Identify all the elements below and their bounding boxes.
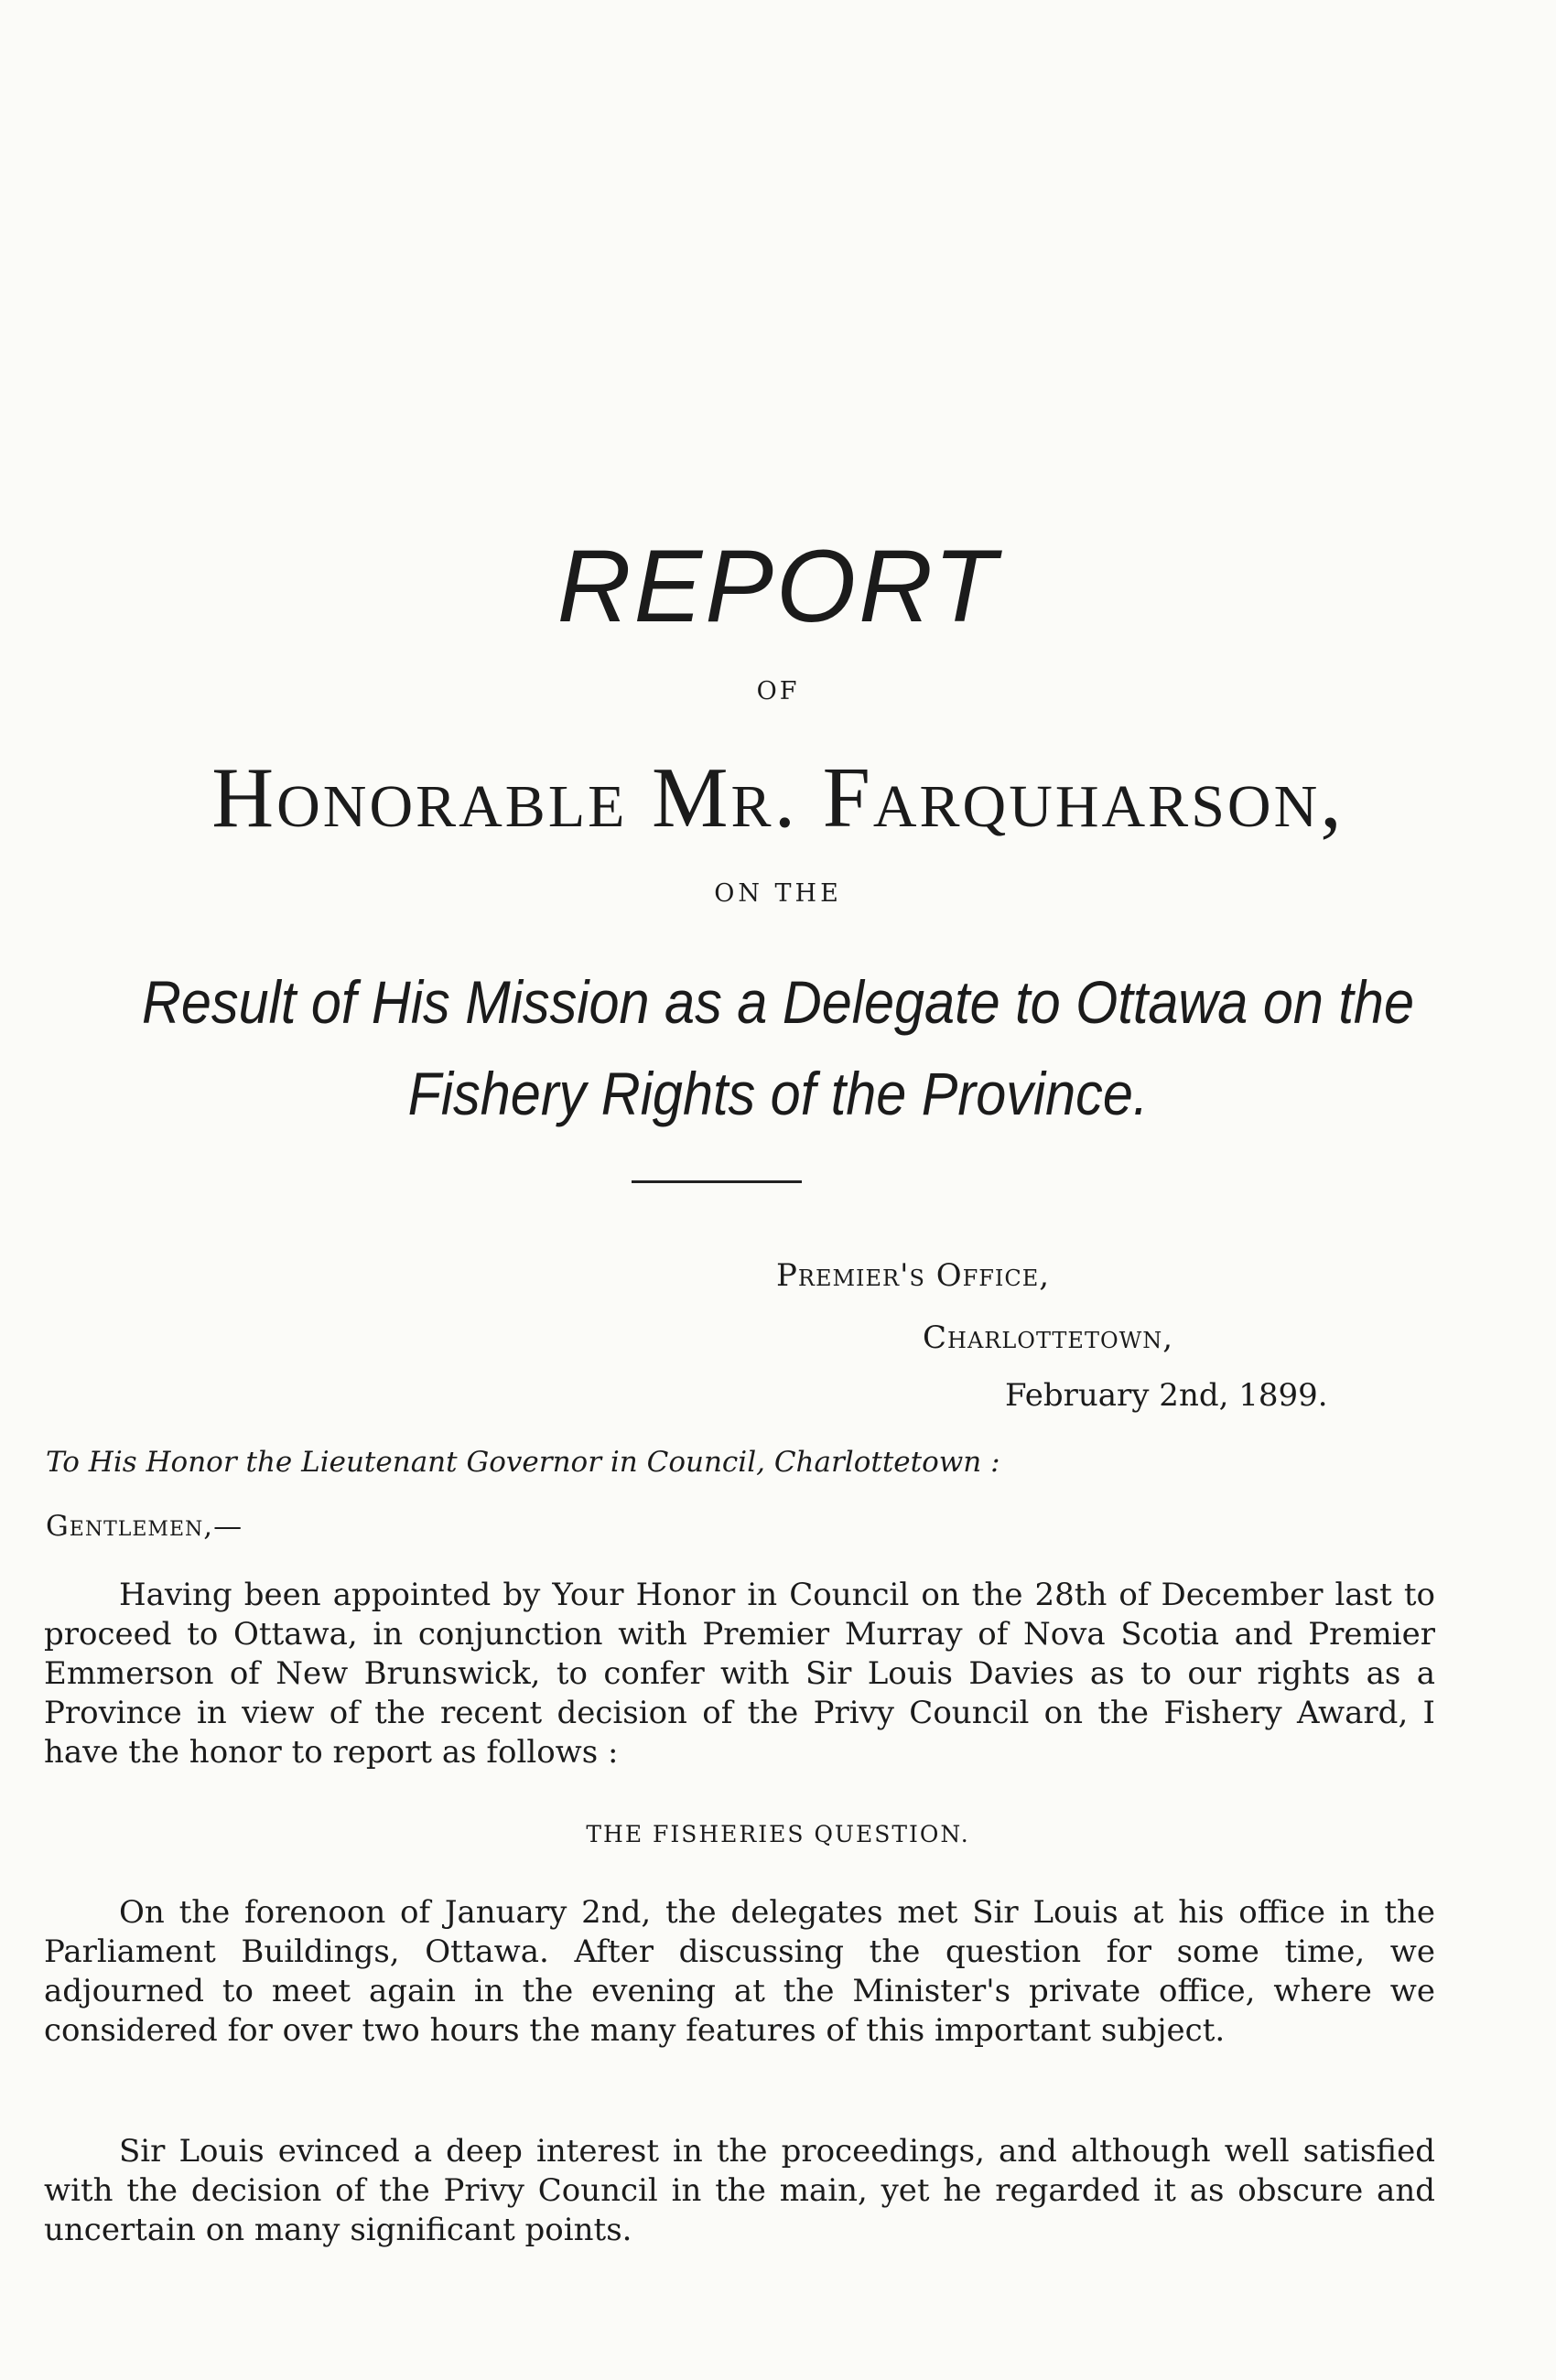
on-the-label: ON THE: [714, 879, 842, 908]
subtitle-line-1: Result of His Mission as a Delegate to Ottawa on the: [142, 968, 1414, 1036]
paragraph-2: On the forenoon of January 2nd, the delegates met Sir Louis at his office in the Parliament Buildings, Ottawa. After discussing the question for some time, we adjourned to meet again in the evening at the Minister's private office, where we considered for over two hours the many features of this important subject.: [44, 1894, 1435, 2049]
dateline-place: Charlottetown,: [923, 1319, 1174, 1356]
salutation: Gentlemen,—: [46, 1510, 243, 1543]
subtitle-line-2: Fishery Rights of the Province.: [407, 1060, 1149, 1127]
title-of: OF: [756, 677, 800, 705]
address-line: To His Honor the Lieutenant Governor in Council, Charlottetown :: [46, 1446, 1000, 1479]
report-subtitle: [78, 956, 1478, 1139]
title-divider: [632, 1180, 802, 1183]
author-name: Honorable Mr. Farquharson,: [211, 750, 1345, 845]
section-heading: THE FISHERIES QUESTION.: [586, 1821, 970, 1847]
paragraph-3: Sir Louis evinced a deep interest in the proceedings, and although well satisfied with the decision of the Privy Council in the main, yet he regarded it as obscure and uncertain on many significant points.: [44, 2133, 1435, 2248]
report-title: REPORT: [556, 529, 1000, 643]
dateline-date: February 2nd, 1899.: [1005, 1377, 1328, 1414]
dateline-office: Premier's Office,: [776, 1257, 1051, 1294]
paragraph-1: Having been appointed by Your Honor in Council on the 28th of December last to proceed to Ottawa, in conjunction with Premier Murray of Nova Scotia and Premier Emmerson of New Brunswick, to confer with Sir Louis Davies as to our rights as a Province in view of the recent decision of the Privy Council on the Fishery Award, I have the honor to report as follows :: [44, 1577, 1435, 1771]
